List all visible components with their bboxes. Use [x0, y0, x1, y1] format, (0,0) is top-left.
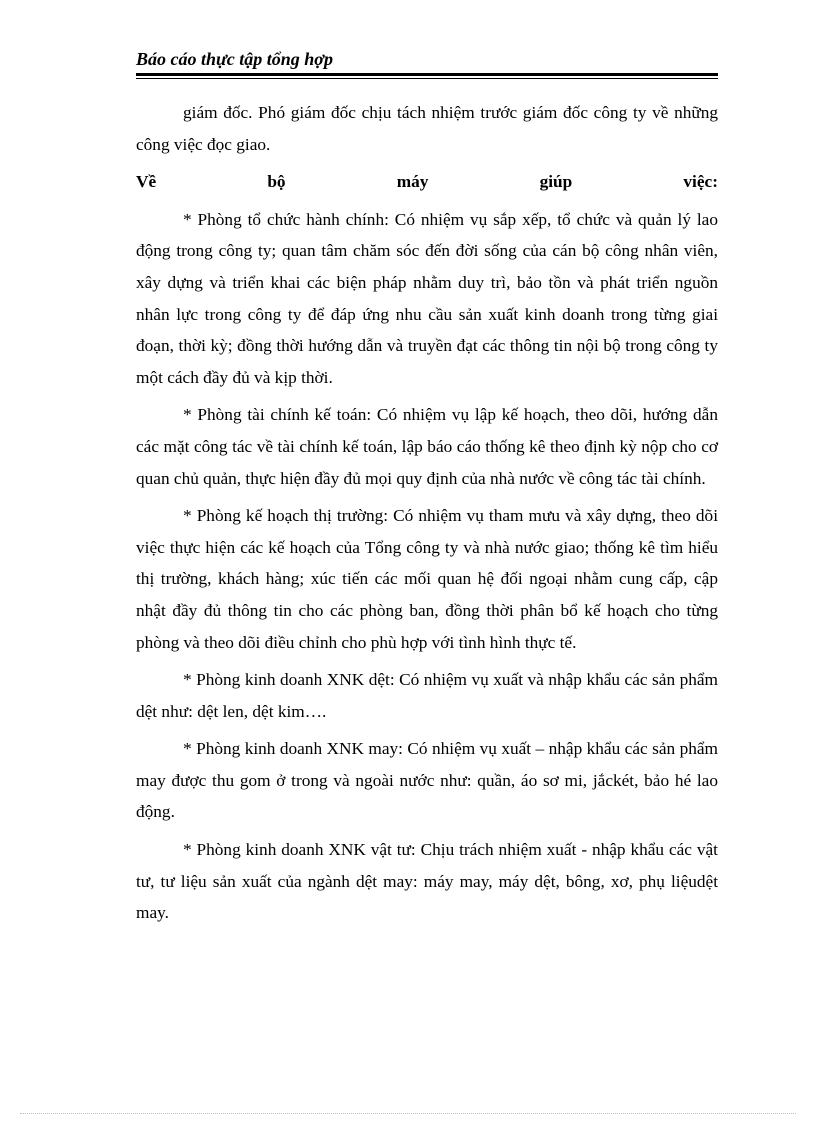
- paragraph-materials-trade-department: * Phòng kinh doanh XNK vật tư: Chịu trách nhiệm xuất - nhập khẩu các vật tư, tư liệu sản xuất của ngành dệt may: máy may, máy dệt, bông, xơ, phụ liệudệt may.: [136, 840, 718, 923]
- header-title: Báo cáo thực tập tổng hợp: [136, 49, 333, 69]
- paragraph-market-planning-department: * Phòng kế hoạch thị trường: Có nhiệm vụ tham mưu và xây dựng, theo dõi việc thực hiện các kế hoạch của Tổng công ty và nhà nước giao; thống kê tìm hiểu thị trường, khách hàng; xúc tiến các mối quan hệ đối ngoại nhằm cung cấp, cập nhật đầy đủ thông tin cho các phòng ban, đồng thời phân bổ kế hoạch cho từng phòng và theo dõi điều chỉnh cho phù hợp với tình hình thực tế.: [136, 506, 718, 652]
- section-heading: [136, 166, 718, 198]
- paragraph-continuation: giám đốc. Phó giám đốc chịu tách nhiệm trước giám đốc công ty về những công việc đọc giao.: [136, 103, 718, 154]
- paragraph-textile-trade-department: * Phòng kinh doanh XNK dệt: Có nhiệm vụ xuất và nhập khẩu các sản phẩm dệt như: dệt len, dệt kim….: [136, 670, 718, 721]
- paragraph-finance-department: * Phòng tài chính kế toán: Có nhiệm vụ lập kế hoạch, theo dõi, hướng dẫn các mặt công tác về tài chính kế toán, lập báo cáo thống kê theo định kỳ nộp cho cơ quan chủ quản, thực hiện đầy đủ mọi quy định của nhà nước về công tác tài chính.: [136, 405, 718, 488]
- paragraph-hr-department: * Phòng tổ chức hành chính: Có nhiệm vụ sắp xếp, tổ chức và quản lý lao động trong công ty; quan tâm chăm sóc đến đời sống của cán bộ công nhân viên, xây dựng và triển khai các biện pháp nhằm duy trì, bảo tồn và phát triển nguồn nhân lực trong công ty để đáp ứng nhu cầu sản xuất kinh doanh trong từng giai đoạn, thời kỳ; đồng thời hướng dẫn và truyền đạt các thông tin nội bộ trong công ty một cách đầy đủ và kịp thời.: [136, 209, 718, 387]
- heading-word: việc:: [683, 172, 718, 192]
- header-rule-thin: [136, 78, 718, 79]
- heading-word: giúp: [539, 172, 573, 192]
- header-rule-thick: [136, 73, 718, 76]
- document-body: [136, 97, 718, 935]
- footer-dotted-line: [20, 1113, 796, 1114]
- heading-word: bộ: [267, 172, 286, 192]
- heading-word: Về: [136, 172, 157, 192]
- paragraph-garment-trade-department: * Phòng kinh doanh XNK may: Có nhiệm vụ xuất – nhập khẩu các sản phẩm may được thu gom ở trong và ngoài nước như: quần, áo sơ mi, jắckét, bảo hé lao động.: [136, 739, 718, 822]
- page-header: [136, 48, 718, 79]
- heading-word: máy: [396, 172, 429, 192]
